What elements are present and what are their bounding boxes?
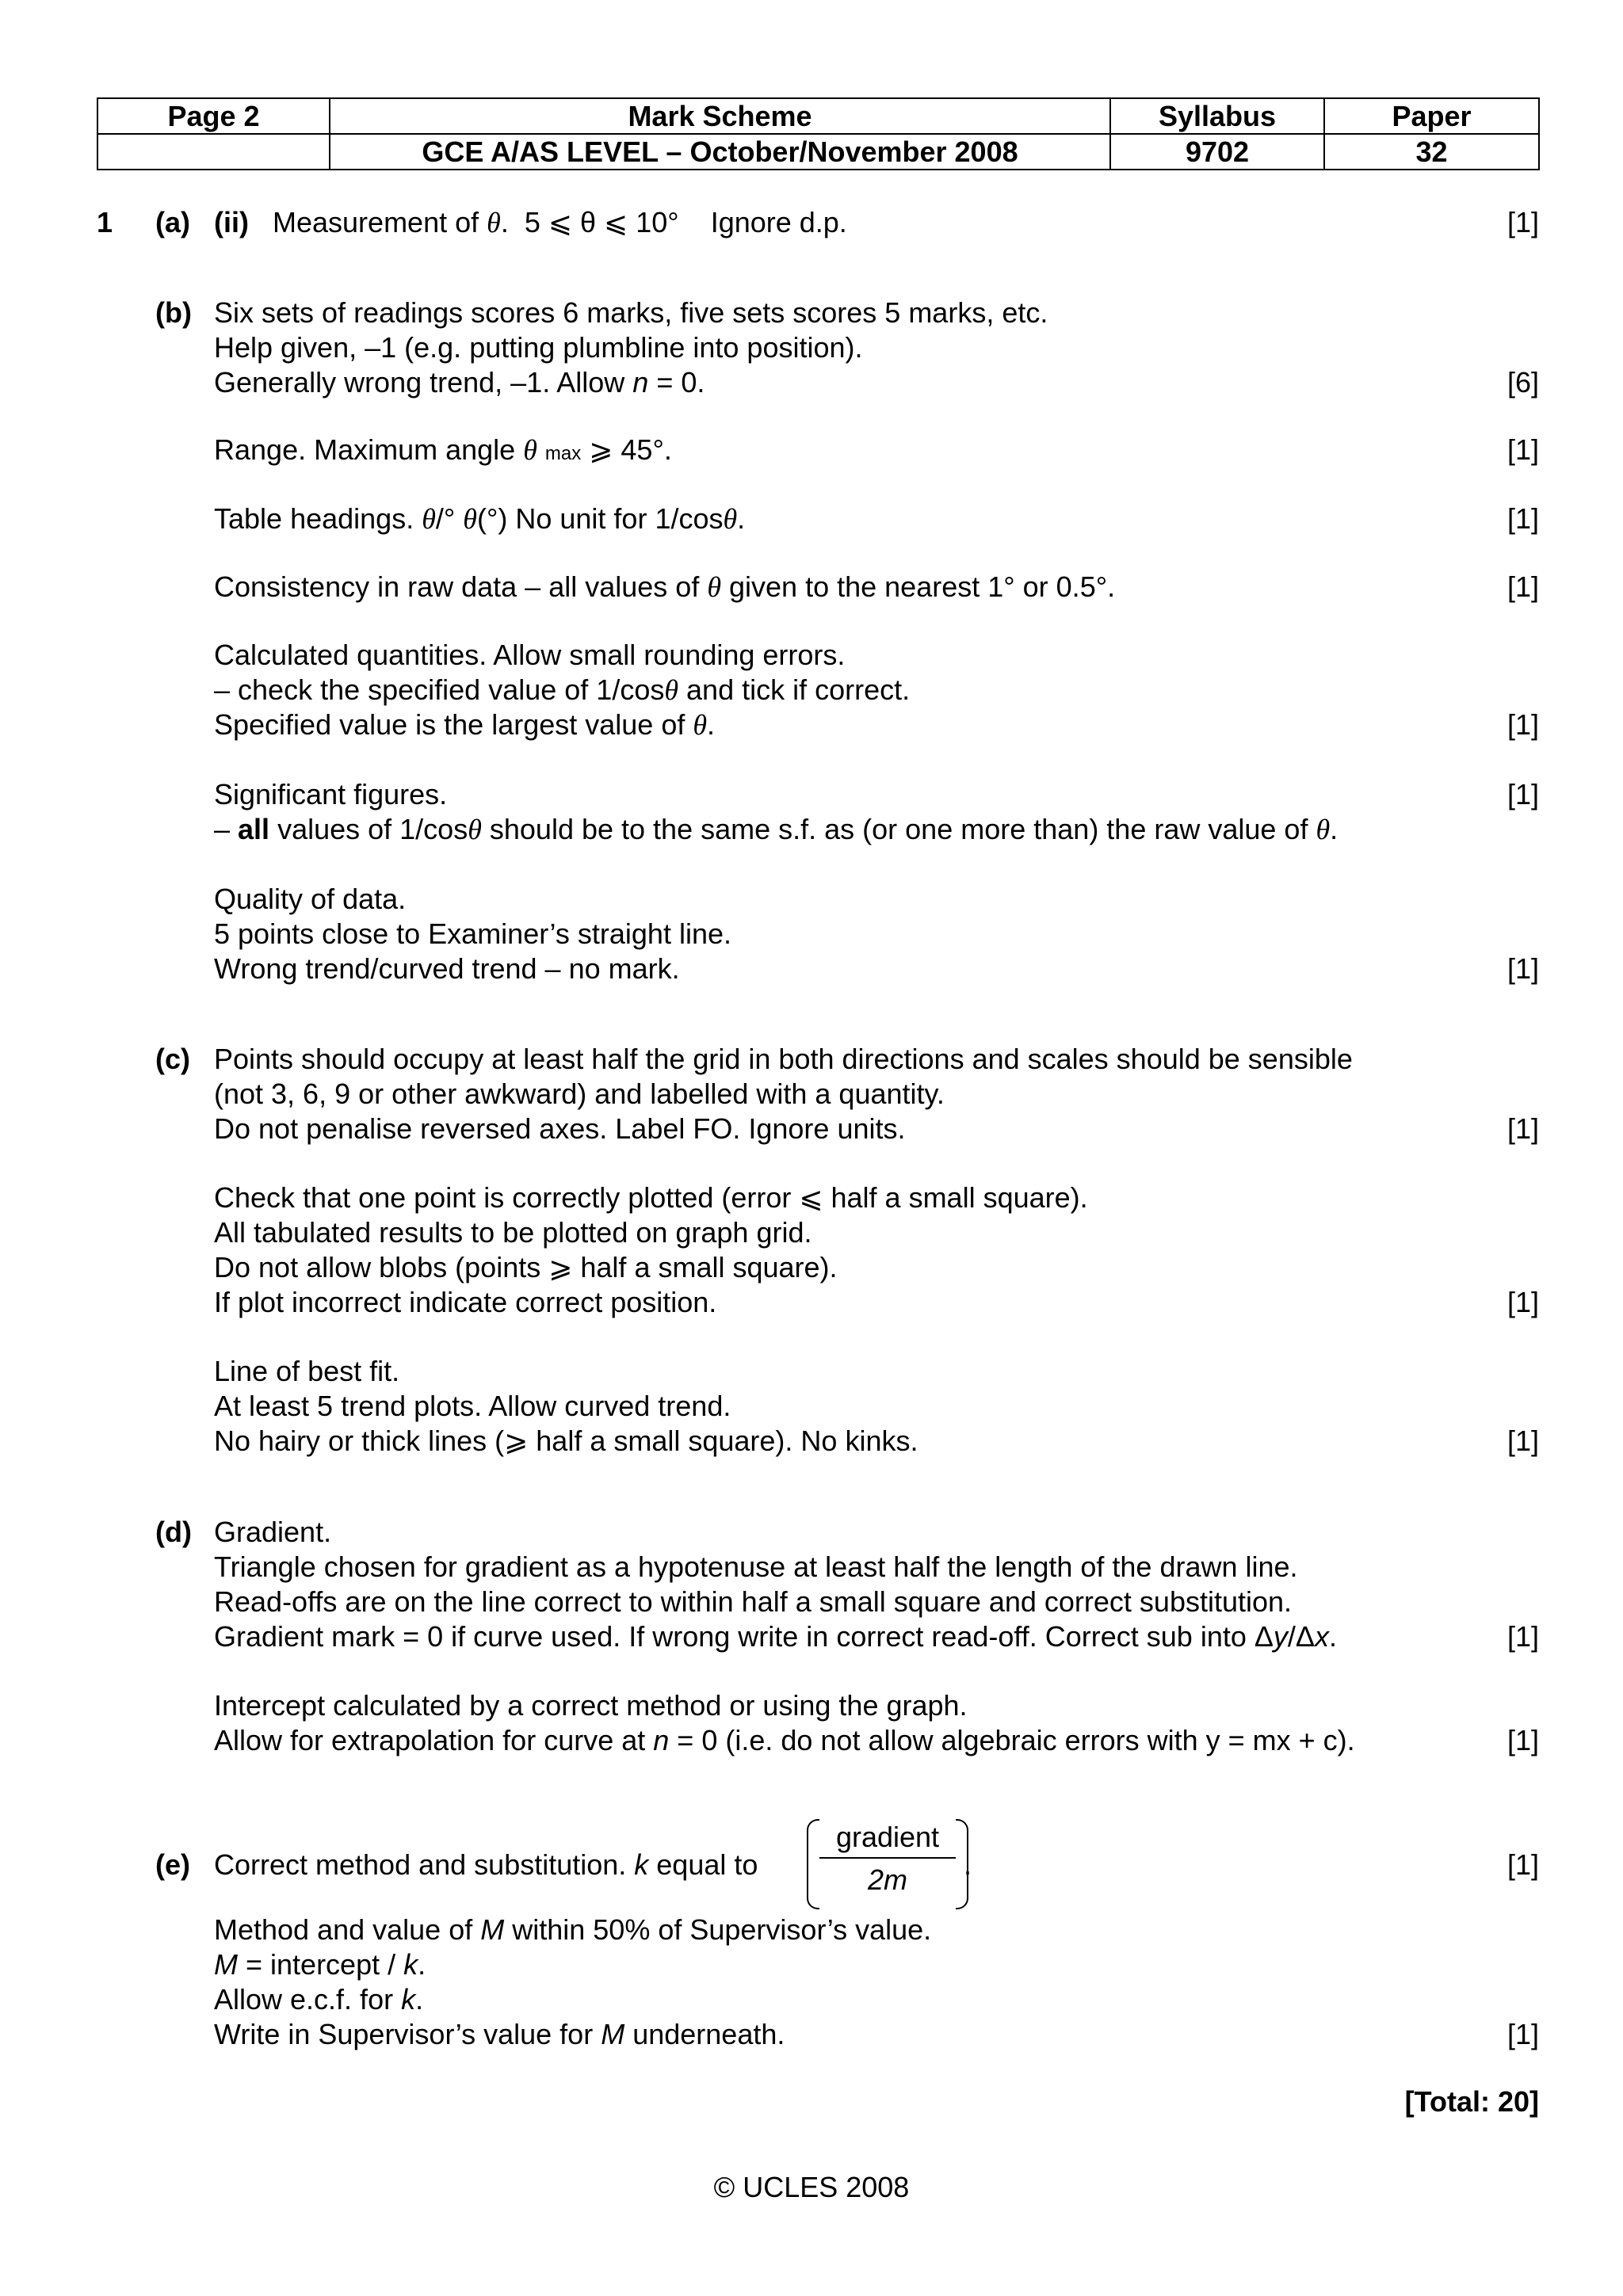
- footer-copyright: © UCLES 2008: [713, 2171, 910, 2203]
- text-line: Gradient mark = 0 if curve used. If wrong write in correct read-off. Correct sub into Δy/Δx.: [214, 1620, 1337, 1653]
- paper-label: Paper: [1324, 98, 1539, 134]
- header-table: [97, 97, 1540, 170]
- text-line: No hairy or thick lines (⩾ half a small square). No kinks.: [214, 1425, 918, 1457]
- gradient-fraction: [807, 1817, 968, 1911]
- text-line: Correct method and substitution. k equal to: [214, 1848, 758, 1881]
- text-line: At least 5 trend plots. Allow curved trend.: [214, 1390, 731, 1422]
- text-line: Table headings. θ/° θ(°) No unit for 1/cosθ.: [214, 502, 746, 535]
- part-d-label: (d): [155, 1516, 192, 1548]
- mark: [6]: [1507, 366, 1539, 399]
- text-line: Six sets of readings scores 6 marks, five sets scores 5 marks, etc.: [214, 296, 1048, 329]
- text-line: Wrong trend/curved trend – no mark.: [214, 952, 680, 985]
- mark: [1]: [1507, 708, 1539, 741]
- mark: [1]: [1507, 1620, 1539, 1653]
- mark: [1]: [1507, 433, 1539, 466]
- mark: [1]: [1507, 1112, 1539, 1145]
- text-line: Triangle chosen for gradient as a hypotenuse at least half the length of the drawn line.: [214, 1550, 1298, 1583]
- text-line: .: [964, 1848, 972, 1881]
- text-line: Write in Supervisor’s value for M underneath.: [214, 2018, 785, 2050]
- total-mark: [Total: 20]: [1404, 2085, 1539, 2118]
- text-line: Help given, –1 (e.g. putting plumbline into position).: [214, 331, 863, 364]
- mark: [1]: [1507, 1286, 1539, 1318]
- text-line: Line of best fit.: [214, 1355, 400, 1387]
- mark: [1]: [1507, 570, 1539, 603]
- exam-title: GCE A/AS LEVEL – October/November 2008: [330, 134, 1110, 170]
- mark: [1]: [1507, 206, 1539, 238]
- text-line: Quality of data.: [214, 883, 407, 915]
- part-e-label: (e): [155, 1848, 190, 1881]
- question-number: 1: [97, 206, 113, 238]
- paper-number: 32: [1324, 134, 1539, 170]
- doc-title: Mark Scheme: [330, 98, 1110, 134]
- mark: [1]: [1507, 2018, 1539, 2050]
- fraction-denominator: 2m: [867, 1863, 907, 1896]
- text-line: Calculated quantities. Allow small rounding errors.: [214, 639, 846, 671]
- text-line: 5 points close to Examiner’s straight line.: [214, 917, 731, 950]
- text-line: Generally wrong trend, –1. Allow n = 0.: [214, 366, 705, 399]
- mark: [1]: [1507, 1425, 1539, 1457]
- mark: [1]: [1507, 778, 1539, 810]
- text-line: – all values of 1/cosθ should be to the same s.f. as (or one more than) the raw value of θ.: [214, 813, 1338, 845]
- subpart-ii-label: (ii): [214, 206, 249, 238]
- text-line: Do not allow blobs (points ⩾ half a small square).: [214, 1251, 838, 1283]
- text-line: (not 3, 6, 9 or other awkward) and labelled with a quantity.: [214, 1077, 945, 1110]
- text-line: Read-offs are on the line correct to within half a small square and correct substitution.: [214, 1585, 1293, 1618]
- text-line: Do not penalise reversed axes. Label FO. Ignore units.: [214, 1112, 906, 1145]
- text-line: Range. Maximum angle θ max ⩾ 45°.: [214, 433, 672, 466]
- header-empty-cell: [97, 134, 330, 170]
- text-line: M = intercept / k.: [214, 1948, 426, 1981]
- part-a-label: (a): [155, 206, 190, 238]
- part-b-label: (b): [155, 296, 192, 329]
- text-line: Allow for extrapolation for curve at n = 0 (i.e. do not allow algebraic errors with y = mx + c).: [214, 1724, 1355, 1756]
- text-line: If plot incorrect indicate correct position.: [214, 1286, 717, 1318]
- mark: [1]: [1507, 1724, 1539, 1756]
- page-label: Page 2: [97, 98, 330, 134]
- syllabus-label: Syllabus: [1110, 98, 1324, 134]
- text-line: Intercept calculated by a correct method or using the graph.: [214, 1689, 968, 1722]
- text-line: Points should occupy at least half the grid in both directions and scales should be sensible: [214, 1043, 1353, 1075]
- text-line: – check the specified value of 1/cosθ and tick if correct.: [214, 673, 911, 706]
- mark: [1]: [1507, 502, 1539, 535]
- syllabus-code: 9702: [1110, 134, 1324, 170]
- mark: [1]: [1507, 952, 1539, 985]
- part-c-label: (c): [155, 1043, 190, 1075]
- text-line: Allow e.c.f. for k.: [214, 1983, 424, 2016]
- text-line: All tabulated results to be plotted on graph grid.: [214, 1216, 812, 1249]
- text-line: Significant figures.: [214, 778, 448, 810]
- text-line: Gradient.: [214, 1516, 332, 1548]
- text-line: Method and value of M within 50% of Supervisor’s value.: [214, 1913, 932, 1946]
- left-parenthesis: [807, 1819, 819, 1909]
- fraction-numerator: gradient: [819, 1817, 956, 1859]
- text-line: Specified value is the largest value of θ.: [214, 708, 716, 741]
- text-line: Consistency in raw data – all values of θ given to the nearest 1° or 0.5°.: [214, 570, 1116, 603]
- text-line: Check that one point is correctly plotted (error ⩽ half a small square).: [214, 1181, 1088, 1214]
- mark: [1]: [1507, 1848, 1539, 1881]
- part-a-text: Measurement of θ. 5 ⩽ θ ⩽ 10° Ignore d.p.: [273, 206, 847, 238]
